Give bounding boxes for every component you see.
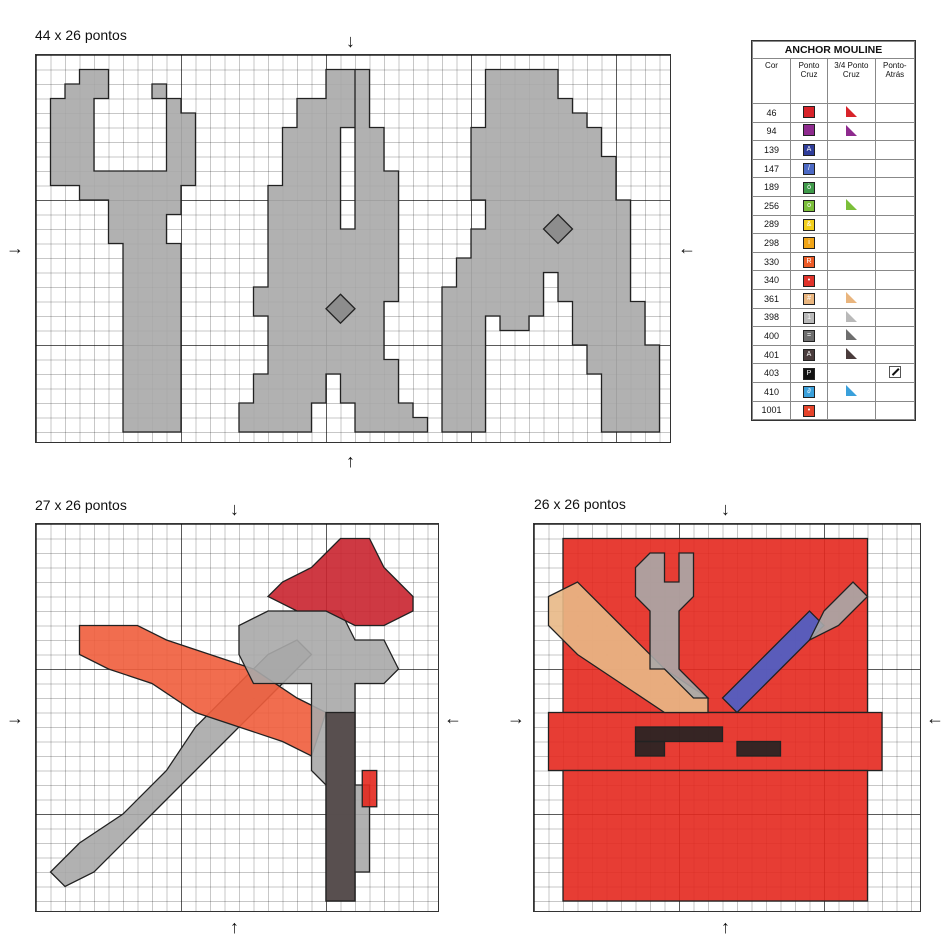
legend-symbol: A: [803, 144, 815, 156]
legend-symbol: ò: [803, 182, 815, 194]
legend-row: [753, 289, 915, 308]
legend-symbol: =: [803, 330, 815, 342]
legend-symbol: [803, 124, 815, 136]
legend-backstitch: [875, 345, 914, 364]
legend-row: [753, 271, 915, 290]
chart-label-top: 44 x 26 pontos: [35, 27, 127, 43]
three-quarter-stitch-icon: [846, 125, 857, 136]
legend-cross-stitch: [791, 104, 828, 123]
legend-three-quarter: [828, 364, 876, 383]
legend-row: [753, 159, 915, 178]
legend-symbol: P: [803, 368, 815, 380]
legend-backstitch: [875, 401, 914, 420]
legend-three-quarter: [828, 215, 876, 234]
legend-symbol: 1: [803, 312, 815, 324]
legend-three-quarter: [828, 289, 876, 308]
legend-three-quarter: [828, 327, 876, 346]
legend-backstitch: [875, 141, 914, 160]
three-quarter-stitch-icon: [846, 329, 857, 340]
legend-symbol: [803, 106, 815, 118]
legend-color-number: 256: [753, 196, 791, 215]
legend-row: [753, 141, 915, 160]
toolbox-body-icon: [563, 771, 868, 902]
legend-row: [753, 308, 915, 327]
legend-three-quarter: [828, 382, 876, 401]
handle-stitch-icon: [636, 727, 723, 742]
legend-title: ANCHOR MOULINE: [753, 42, 915, 59]
legend-cross-stitch: [791, 364, 828, 383]
legend-cross-stitch: [791, 252, 828, 271]
legend-three-quarter: [828, 104, 876, 123]
center-arrow-right-icon: →: [6, 708, 24, 728]
center-arrow-up-icon: ↑: [721, 917, 730, 937]
legend-three-quarter: [828, 159, 876, 178]
legend-cross-stitch: [791, 122, 828, 141]
legend-three-quarter: [828, 178, 876, 197]
legend-cross-stitch: [791, 308, 828, 327]
grip-accent-icon: [362, 771, 377, 807]
legend-backstitch: [875, 196, 914, 215]
legend-symbol: A: [803, 349, 815, 361]
legend-row: [753, 234, 915, 253]
legend-three-quarter: [828, 401, 876, 420]
legend-row: [753, 364, 915, 383]
three-quarter-stitch-icon: [846, 385, 857, 396]
legend-three-quarter: [828, 122, 876, 141]
legend-backstitch: [875, 104, 914, 123]
legend-color-number: 403: [753, 364, 791, 383]
handle-stitch-icon: [636, 742, 665, 757]
legend-cross-stitch: [791, 289, 828, 308]
legend-symbol: #: [803, 293, 815, 305]
legend-cross-stitch: [791, 159, 828, 178]
legend-backstitch: [875, 234, 914, 253]
legend-three-quarter: [828, 234, 876, 253]
legend-backstitch: [875, 159, 914, 178]
three-quarter-stitch-icon: [846, 292, 857, 303]
legend-color-number: 189: [753, 178, 791, 197]
wrench-icon: [51, 70, 196, 433]
legend-backstitch: [875, 289, 914, 308]
legend-three-quarter: [828, 308, 876, 327]
legend-row: [753, 178, 915, 197]
legend-cross-stitch: [791, 215, 828, 234]
chart-toolbox: [533, 523, 921, 912]
legend-symbol: &: [803, 219, 815, 231]
legend-color-number: 46: [753, 104, 791, 123]
legend-symbol: i: [803, 237, 815, 249]
legend-cross-stitch: [791, 141, 828, 160]
legend-cross-stitch: [791, 345, 828, 364]
legend-cross-stitch: [791, 234, 828, 253]
legend-cross-stitch: [791, 271, 828, 290]
legend-color-number: 361: [753, 289, 791, 308]
backstitch-icon: [889, 366, 901, 378]
legend-color-number: 401: [753, 345, 791, 364]
legend-row: [753, 252, 915, 271]
center-arrow-left-icon: ←: [678, 238, 696, 258]
legend-header-cor: Cor: [753, 59, 791, 104]
legend-backstitch: [875, 327, 914, 346]
legend-header-three-quarter: 3/4 Ponto Cruz: [828, 59, 876, 104]
legend-three-quarter: [828, 252, 876, 271]
legend-symbol: /: [803, 163, 815, 175]
chart-label-toolbox: 26 x 26 pontos: [534, 496, 626, 512]
legend-color-number: 340: [753, 271, 791, 290]
legend-backstitch: [875, 252, 914, 271]
legend-row: [753, 104, 915, 123]
legend-header-ponto-cruz: Ponto Cruz: [791, 59, 828, 104]
legend-backstitch: [875, 271, 914, 290]
center-arrow-down-icon: ↓: [721, 499, 730, 519]
legend-row: [753, 345, 915, 364]
grip-icon: [326, 713, 355, 902]
legend-symbol: ∂: [803, 386, 815, 398]
legend-three-quarter: [828, 196, 876, 215]
legend-three-quarter: [828, 141, 876, 160]
center-arrow-down-icon: ↓: [230, 499, 239, 519]
legend-symbol: R: [803, 256, 815, 268]
legend-color-number: 400: [753, 327, 791, 346]
legend-row: [753, 215, 915, 234]
legend-cross-stitch: [791, 382, 828, 401]
legend-row: [753, 122, 915, 141]
legend-row: [753, 401, 915, 420]
three-quarter-stitch-icon: [846, 348, 857, 359]
legend-backstitch: [875, 382, 914, 401]
legend-backstitch: [875, 178, 914, 197]
legend-three-quarter: [828, 271, 876, 290]
legend-symbol: •: [803, 275, 815, 287]
center-arrow-right-icon: →: [6, 238, 24, 258]
pliers-icon: [239, 70, 428, 433]
legend-color-number: 410: [753, 382, 791, 401]
legend-backstitch: [875, 308, 914, 327]
legend-symbol: •: [803, 405, 815, 417]
color-legend: [751, 40, 916, 421]
chart-tools-cross: [35, 523, 439, 912]
adjustable-pliers-icon: [442, 70, 660, 433]
three-quarter-stitch-icon: [846, 311, 857, 322]
legend-cross-stitch: [791, 401, 828, 420]
legend-cross-stitch: [791, 178, 828, 197]
legend-color-number: 147: [753, 159, 791, 178]
legend-row: [753, 382, 915, 401]
legend-symbol: o: [803, 200, 815, 212]
legend-backstitch: [875, 215, 914, 234]
legend-header-ponto-atras: Ponto-Atrás: [875, 59, 914, 104]
center-arrow-right-icon: →: [507, 708, 525, 728]
chart-label-cross: 27 x 26 pontos: [35, 497, 127, 513]
center-arrow-up-icon: ↑: [230, 917, 239, 937]
legend-color-number: 94: [753, 122, 791, 141]
legend-row: [753, 196, 915, 215]
legend-color-number: 298: [753, 234, 791, 253]
legend-row: [753, 327, 915, 346]
center-arrow-left-icon: ←: [926, 708, 944, 728]
center-arrow-down-icon: ↓: [346, 31, 355, 51]
hammer-icon: [239, 611, 399, 901]
center-arrow-left-icon: ←: [444, 708, 462, 728]
legend-color-number: 398: [753, 308, 791, 327]
legend-backstitch: [875, 364, 914, 383]
legend-color-number: 330: [753, 252, 791, 271]
three-quarter-stitch-icon: [846, 199, 857, 210]
three-quarter-stitch-icon: [846, 106, 857, 117]
legend-color-number: 289: [753, 215, 791, 234]
center-arrow-up-icon: ↑: [346, 451, 355, 471]
chart-tools-top: [35, 54, 671, 443]
legend-color-number: 139: [753, 141, 791, 160]
legend-cross-stitch: [791, 327, 828, 346]
handle-stitch-icon: [737, 742, 781, 757]
legend-cross-stitch: [791, 196, 828, 215]
legend-three-quarter: [828, 345, 876, 364]
legend-backstitch: [875, 122, 914, 141]
legend-color-number: 1001: [753, 401, 791, 420]
